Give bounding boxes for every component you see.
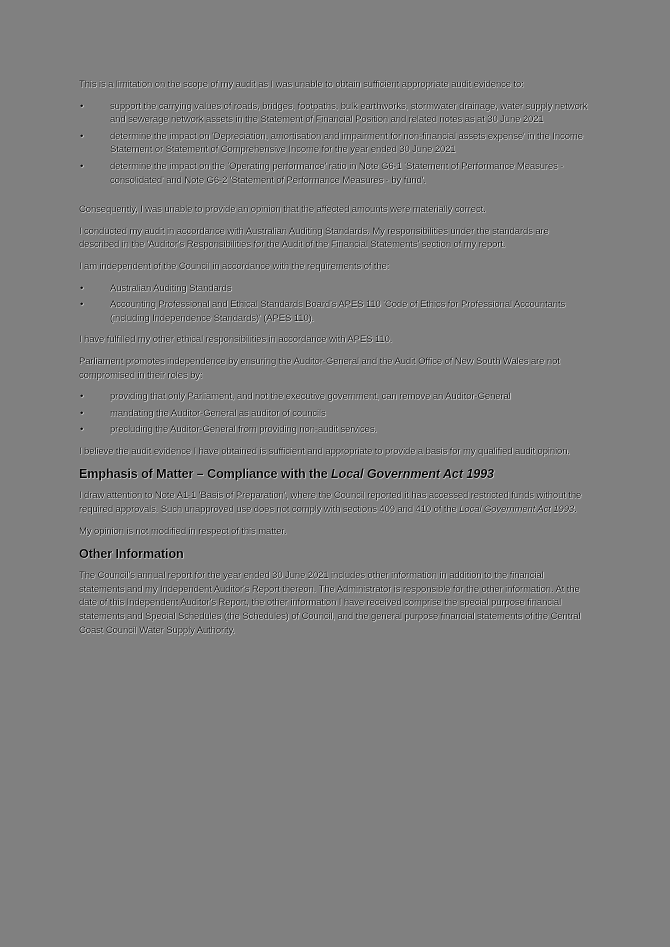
list-item	[79, 390, 591, 404]
bullet-icon: •	[80, 299, 84, 311]
list-item-text: Australian Auditing Standards	[110, 282, 232, 294]
consequently-paragraph: Consequently, I was unable to provide an opinion that the affected amounts were materially correct.	[79, 204, 486, 216]
independence-standards-list	[79, 282, 591, 326]
audit-evidence-paragraph: I believe the audit evidence I have obtained is sufficient and appropriate to provide a basis for my qualified audit opinion.	[79, 445, 570, 457]
list-item-text: mandating the Auditor-General as auditor of councils	[110, 407, 326, 419]
bullet-icon: •	[80, 282, 84, 294]
emphasis-of-matter-paragraph	[79, 489, 591, 516]
list-item-text: precluding the Auditor-General from providing non-audit services.	[110, 424, 378, 436]
list-item	[79, 407, 591, 421]
list-item	[79, 100, 591, 127]
paragraph-suffix: .	[574, 504, 577, 516]
document-page	[79, 78, 591, 645]
scope-limitation-intro: This is a limitation on the scope of my audit as I was unable to obtain sufficient appropriate audit evidence to:	[79, 79, 524, 90]
list-item-text: determine the impact on the 'Operating performance' ratio in Note G6-1 'Statement of Performance Measures - consolidated' and Note G6-2 'Statement of Performance Measures - by fund'.	[110, 160, 564, 186]
opinion-not-modified-paragraph: My opinion is not modified in respect of this matter.	[79, 525, 287, 537]
heading-act-title: Local Government Act 1993	[331, 467, 494, 482]
paragraph-text: I draw attention to Note A1-1 'Basis of Preparation', where the Council reported it has accessed restricted funds without the required approvals. Such unapproved use does not comply with sections 409 and 410 of the	[79, 490, 582, 516]
other-information-heading: Other Information	[79, 547, 184, 562]
bullet-icon: •	[80, 391, 84, 403]
scope-limitation-list	[79, 100, 591, 188]
list-item	[79, 160, 591, 187]
act-title: Local Government Act 1993	[459, 504, 575, 516]
bullet-icon: •	[80, 160, 84, 172]
audit-conducted-paragraph: I conducted my audit in accordance with Australian Auditing Standards. My responsibilities under the standards are described in the 'Auditor's Responsibilities for the Audit of the Financial Statements' section of my report.	[79, 225, 549, 251]
other-information-paragraph: The Council's annual report for the year ended 30 June 2021 includes other information in addition to the financial statements and my Independent Auditor's Report thereon. The Administrator is responsible for the other information. At the date of this Independent Auditor's Report, the other information I have received comprise the special purpose financial statements and Special Schedules (the Schedules) of Council, and the general purpose financial statements of the Central Coast Council Water Supply Authority.	[79, 570, 581, 636]
ethical-responsibilities-paragraph: I have fulfilled my other ethical responsibilities in accordance with APES 110.	[79, 334, 393, 346]
list-item-text: providing that only Parliament, and not the executive government, can remove an Auditor-General	[110, 391, 511, 403]
bullet-icon: •	[80, 424, 84, 436]
list-item-text: determine the impact on 'Depreciation, amortisation and impairment for non-financial assets expense' in the Income Statement or Statement of Comprehensive Income for the year ended 30 June 2021	[110, 130, 583, 156]
parliament-paragraph: Parliament promotes independence by ensuring the Auditor-General and the Audit Office of New South Wales are not compromised in their roles by:	[79, 355, 560, 381]
list-item	[79, 298, 591, 325]
bullet-icon: •	[80, 130, 84, 142]
list-item	[79, 130, 591, 157]
bullet-icon: •	[80, 100, 84, 112]
emphasis-of-matter-heading	[79, 466, 591, 482]
list-item	[79, 423, 591, 437]
independence-paragraph: I am independent of the Council in accordance with the requirements of the:	[79, 260, 390, 272]
list-item	[79, 282, 591, 296]
list-item-text: support the carrying values of roads, bridges, footpaths, bulk earthworks, stormwater drainage, water supply network and sewerage network assets in the Statement of Financial Position and related notes as at 30 June 2021	[110, 100, 588, 126]
list-item-text: Accounting Professional and Ethical Standards Board's APES 110 'Code of Ethics for Professional Accountants (including Independence Standards)' (APES 110).	[110, 299, 566, 324]
bullet-icon: •	[80, 407, 84, 419]
heading-text: Emphasis of Matter – Compliance with the	[79, 467, 332, 482]
parliament-list	[79, 390, 591, 437]
